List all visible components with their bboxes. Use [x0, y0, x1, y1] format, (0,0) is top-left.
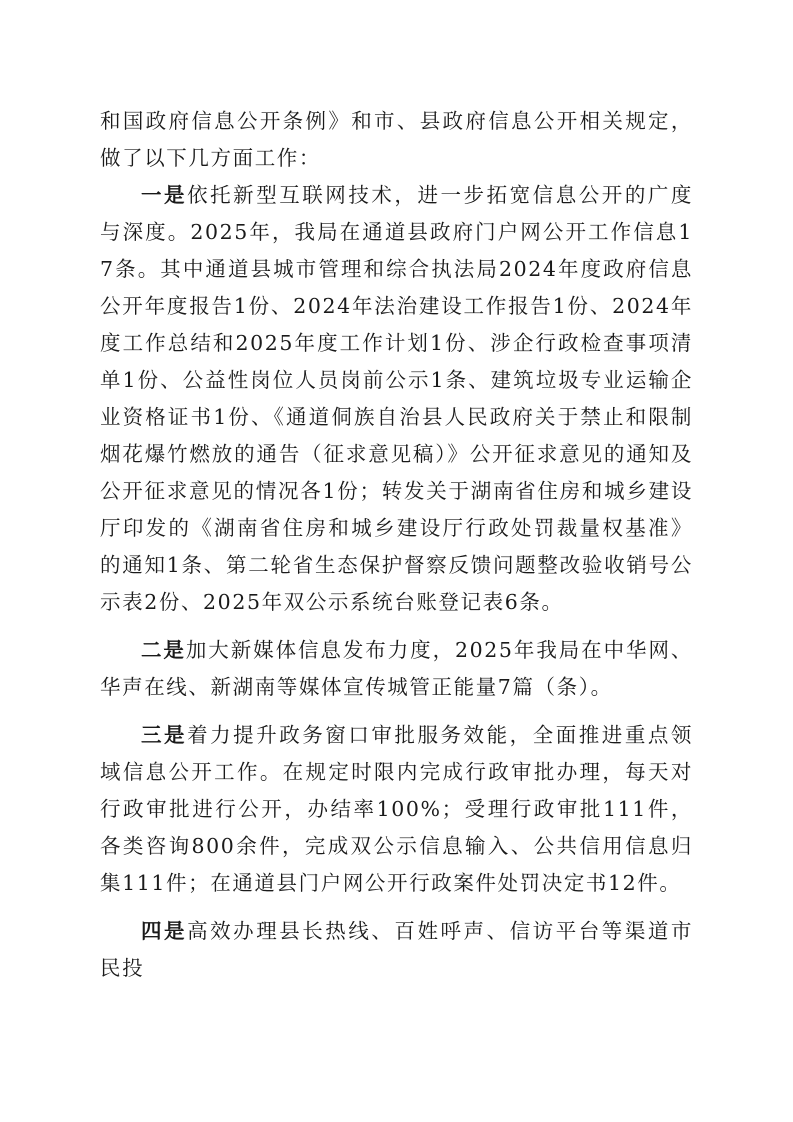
paragraph-text: 和国政府信息公开条例》和市、县政府信息公开相关规定，做了以下几方面工作： — [100, 109, 693, 170]
paragraph-item-4 — [100, 913, 693, 987]
paragraph-text: 高效办理县长热线、百姓呼声、信访平台等渠道市民投 — [100, 919, 693, 980]
paragraph-lead: 四是 — [141, 919, 188, 943]
paragraph-item-1 — [100, 177, 693, 621]
paragraph-intro-continuation — [100, 103, 693, 177]
paragraph-item-2 — [100, 632, 693, 706]
paragraph-item-3 — [100, 717, 693, 902]
paragraph-text: 着力提升政务窗口审批服务效能，全面推进重点领域信息公开工作。在规定时限内完成行政审批办理，每天对行政审批进行公开，办结率100%；受理行政审批111件，各类咨询800余件，完成双公示信息输入、公共信用信息归集111件；在通道县门户网公开行政案件处罚决定书12件。 — [100, 723, 693, 895]
paragraph-text: 加大新媒体信息发布力度，2025年我局在中华网、华声在线、新湖南等媒体宣传城管正能量7篇（条）。 — [100, 638, 693, 699]
paragraph-lead: 一是 — [141, 183, 188, 207]
paragraph-text: 依托新型互联网技术，进一步拓宽信息公开的广度与深度。2025年，我局在通道县政府门户网公开工作信息17条。其中通道县城市管理和综合执法局2024年度政府信息公开年度报告1份、2024年法治建设工作报告1份、2024年度工作总结和2025年度工作计划1份、涉企行政检查事项清单1份、公益性岗位人员岗前公示1条、建筑垃圾专业运输企业资格证书1份、《通道侗族自治县人民政府关于禁止和限制烟花爆竹燃放的通告（征求意见稿）》公开征求意见的通知及公开征求意见的情况各1份；转发关于湖南省住房和城乡建设厅印发的《湖南省住房和城乡建设厅行政处罚裁量权基准》的通知1条、第二轮省生态保护督察反馈问题整改验收销号公示表2份、2025年双公示系统台账登记表6条。 — [100, 183, 693, 614]
paragraph-lead: 二是 — [141, 638, 186, 662]
paragraph-lead: 三是 — [141, 723, 188, 747]
